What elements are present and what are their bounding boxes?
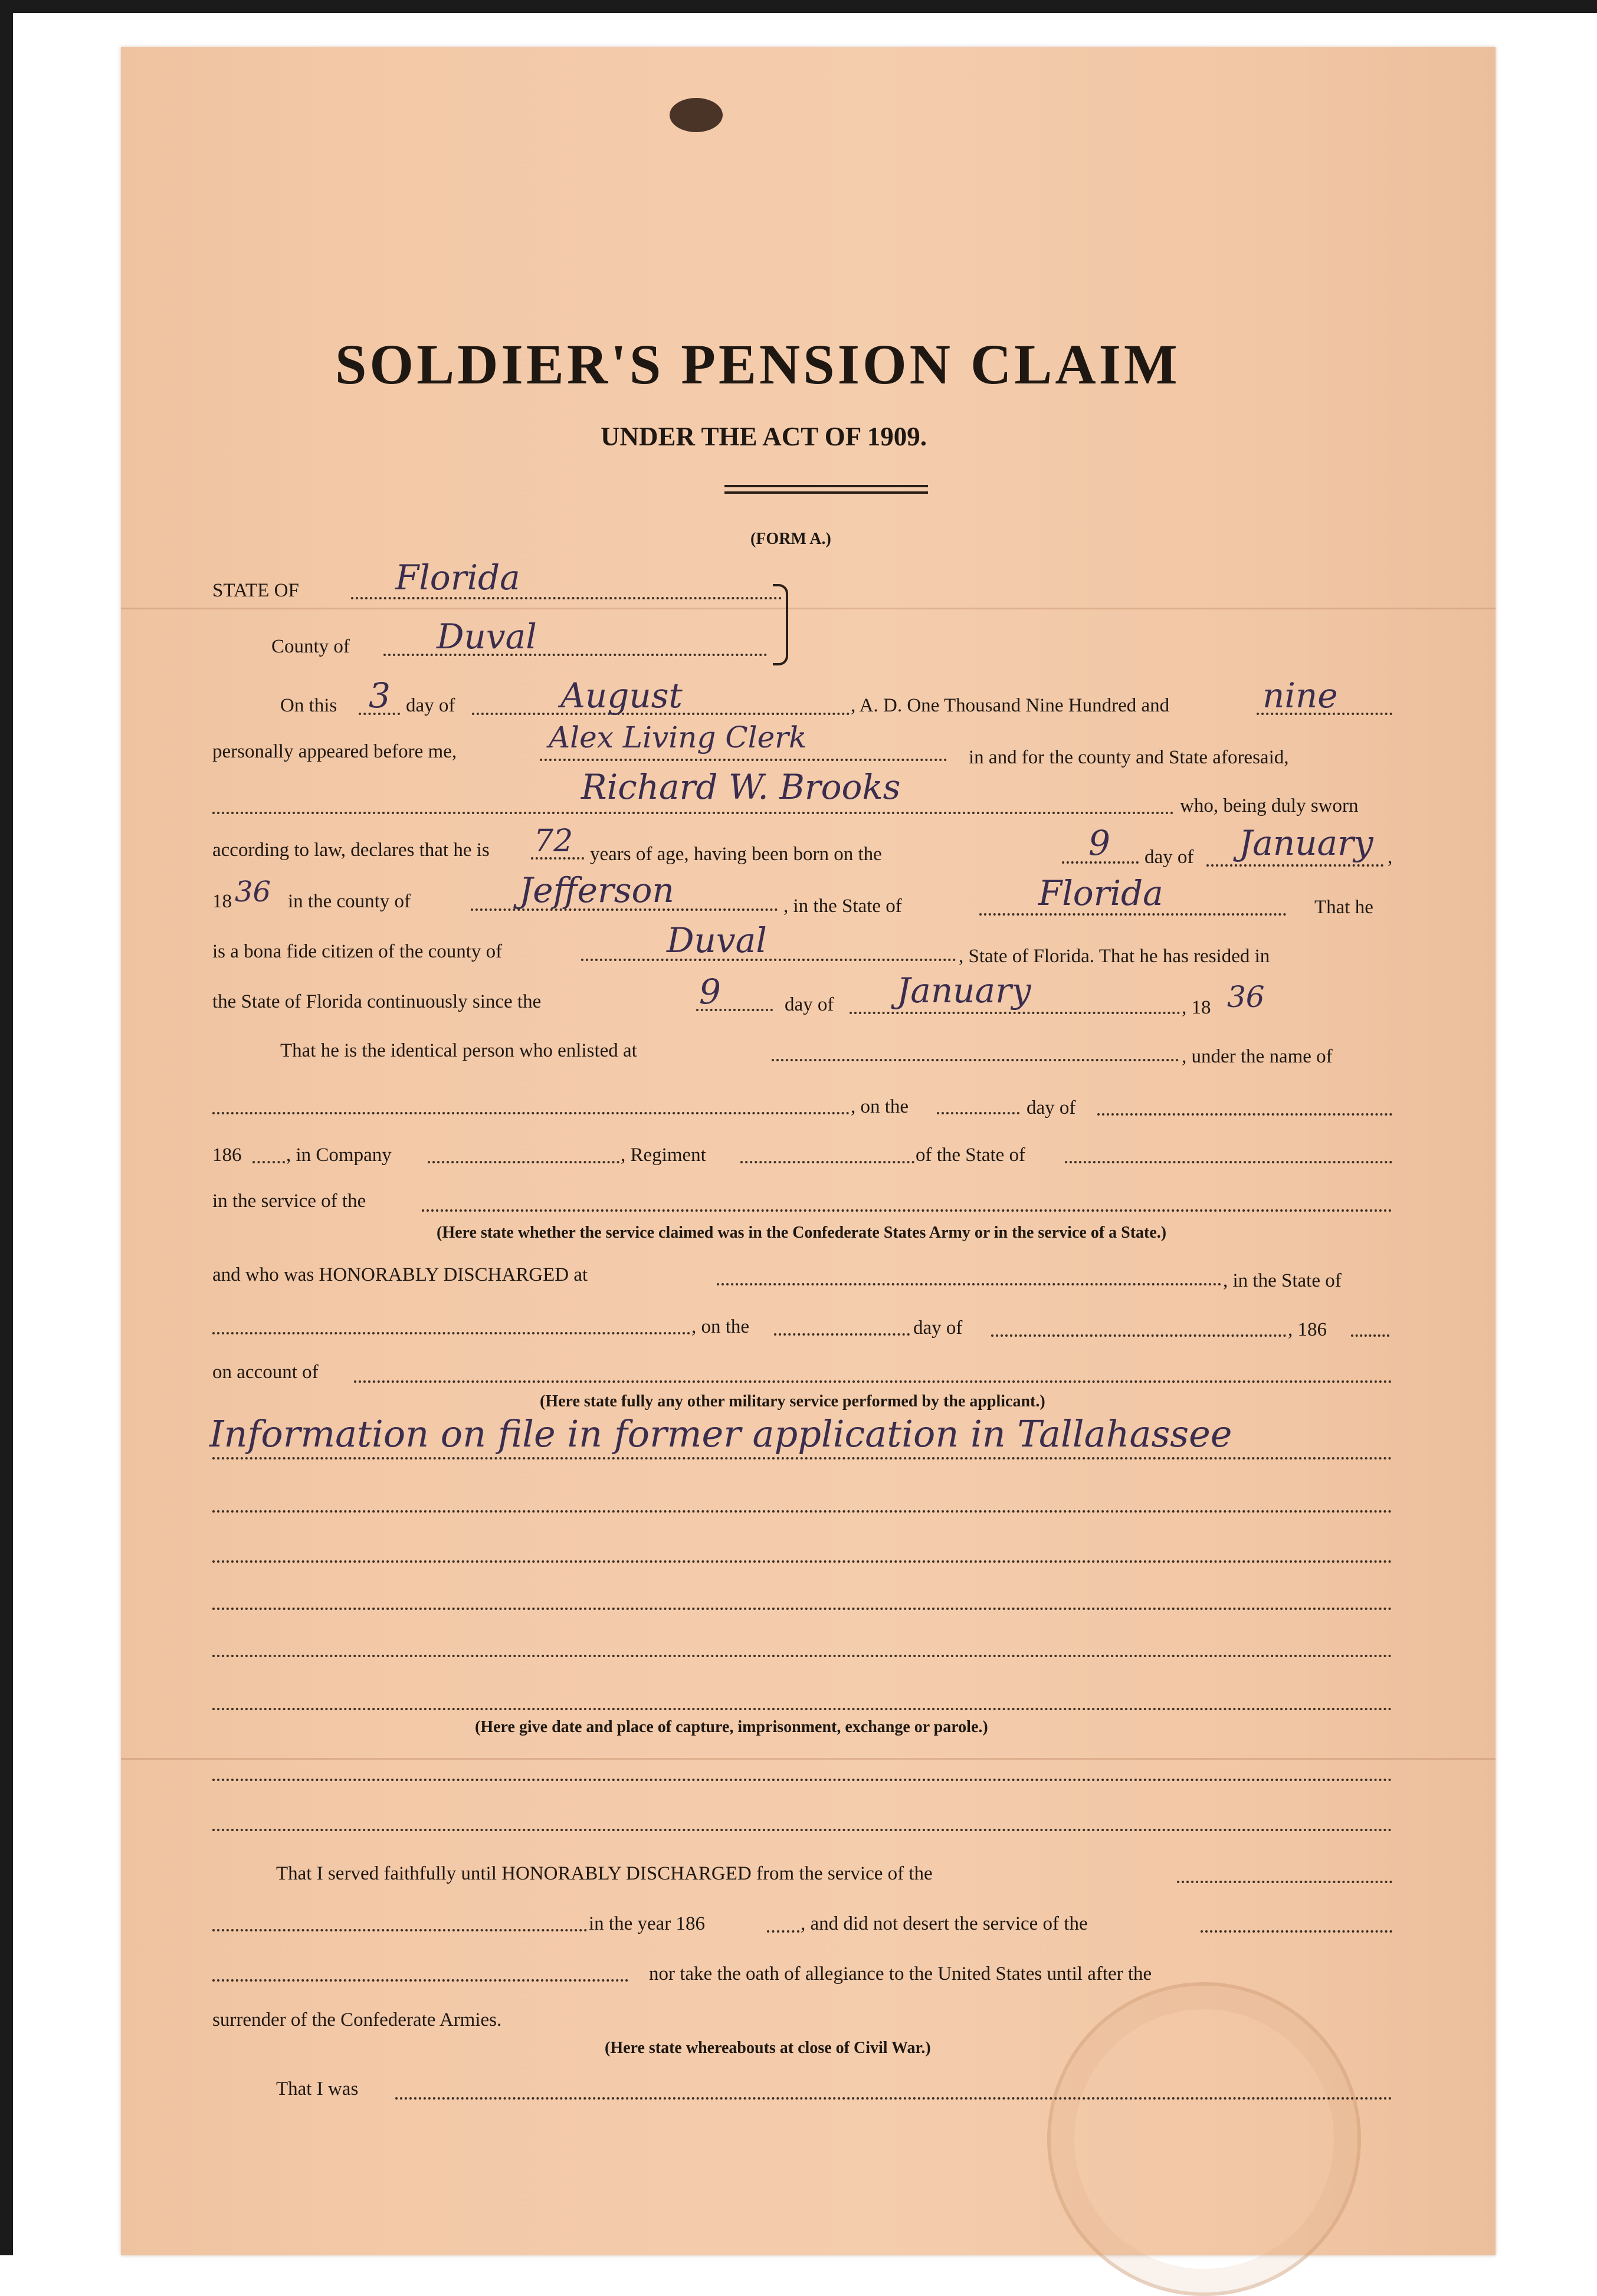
- served-label: That I served faithfully until HONORABLY DISCHARGED from the service of the: [276, 1863, 933, 1884]
- county-value: Duval: [437, 616, 537, 657]
- on-this-label: On this: [280, 695, 337, 716]
- honorably-label: and who was HONORABLY DISCHARGED at: [212, 1264, 588, 1285]
- dotted-line: [740, 1161, 914, 1163]
- comma: ,: [1388, 847, 1393, 868]
- form-title: SOLDIER'S PENSION CLAIM: [335, 333, 1180, 396]
- remarks-value: Information on file in former application in Tallahassee: [209, 1412, 1232, 1455]
- year-prefix: 18: [212, 891, 232, 912]
- birth-year-value: 36: [235, 875, 271, 908]
- year-prefix-2: , 18: [1182, 997, 1211, 1018]
- fold-crease: [121, 608, 1496, 609]
- surrender-label: surrender of the Confederate Armies.: [212, 2009, 502, 2031]
- claimant-name-value: Richard W. Brooks: [581, 767, 901, 807]
- dotted-line: [422, 1209, 1392, 1212]
- dotted-line: [1351, 1334, 1389, 1337]
- continuously-label: the State of Florida continuously since the: [212, 991, 542, 1012]
- note-other: (Here state fully any other military service performed by the applicant.): [540, 1392, 1045, 1411]
- left-border: [0, 0, 13, 2255]
- residence-year-value: 36: [1227, 980, 1265, 1014]
- birth-month-value: January: [1239, 823, 1373, 863]
- top-border: [0, 0, 1597, 13]
- ink-stain: [670, 98, 723, 132]
- dotted-line: [212, 1112, 850, 1114]
- account-label: on account of: [212, 1362, 319, 1383]
- day-of-label-2: day of: [1145, 847, 1194, 868]
- that-he-label: That he: [1314, 897, 1373, 918]
- dotted-line: [212, 1829, 1392, 1831]
- state-label: , in the State of: [783, 896, 902, 917]
- company-label: , in Company: [286, 1144, 392, 1166]
- state-florida-label: , State of Florida. That he has resided in: [959, 946, 1270, 967]
- title-rule: [724, 485, 928, 487]
- dotted-line: [540, 759, 947, 761]
- brace: [773, 584, 788, 665]
- form-label: (FORM A.): [750, 530, 831, 548]
- regiment-label: , Regiment: [621, 1144, 706, 1166]
- identical-label: That he is the identical person who enlisted at: [280, 1040, 637, 1061]
- birth-county-value: Jefferson: [519, 870, 674, 910]
- ad-text: , A. D. One Thousand Nine Hundred and: [851, 695, 1170, 716]
- dotted-line: [937, 1112, 1019, 1114]
- dotted-line: [850, 1012, 1180, 1014]
- age-value: 72: [534, 824, 573, 859]
- month-value: August: [560, 675, 683, 716]
- dotted-line: [212, 1332, 690, 1334]
- dotted-line: [212, 1510, 1392, 1513]
- dotted-line: [212, 1560, 1392, 1563]
- note-whereabouts: (Here state whereabouts at close of Civil War.): [605, 2039, 931, 2057]
- dotted-line: [979, 913, 1286, 916]
- nor-oath-label: nor take the oath of allegiance to the United States until after the: [649, 1963, 1152, 1985]
- dotted-line: [772, 1059, 1179, 1061]
- that-i-was-label: That I was: [276, 2078, 359, 2100]
- in-year-label: in the year 186: [589, 1913, 706, 1934]
- state-of-label: STATE OF: [212, 580, 299, 601]
- not-desert-label: , and did not desert the service of the: [801, 1913, 1088, 1934]
- dotted-line: [1206, 864, 1383, 867]
- dotted-line: [252, 1161, 285, 1163]
- dotted-line: [212, 1779, 1392, 1781]
- day-of-label-5: day of: [913, 1317, 963, 1339]
- day-of-label-4: day of: [1027, 1097, 1076, 1119]
- years-label: years of age, having been born on the: [590, 844, 882, 865]
- dotted-line: [717, 1283, 1221, 1285]
- according-label: according to law, declares that he is: [212, 839, 490, 861]
- state-value: Florida: [395, 557, 520, 598]
- dotted-line: [212, 1708, 1392, 1710]
- day-of-label-3: day of: [785, 994, 834, 1015]
- dotted-line: [212, 1929, 587, 1931]
- dotted-line: [581, 959, 956, 961]
- dotted-line: [428, 1161, 619, 1163]
- birth-day-value: 9: [1088, 823, 1110, 863]
- sworn-label: who, being duly sworn: [1180, 795, 1359, 816]
- dotted-line: [1097, 1113, 1392, 1116]
- bona-fide-label: is a bona fide citizen of the county of: [212, 941, 503, 962]
- county-of-label: County of: [271, 636, 350, 657]
- officer-value: Alex Living Clerk: [549, 720, 807, 755]
- service-label: in the service of the: [212, 1190, 366, 1212]
- on-the-label-2: , on the: [691, 1316, 750, 1337]
- form-subtitle: UNDER THE ACT OF 1909.: [601, 422, 927, 451]
- dotted-line: [767, 1930, 799, 1933]
- dotted-line: [212, 1608, 1392, 1610]
- dotted-line: [212, 1457, 1392, 1459]
- dotted-line: [212, 1979, 628, 1982]
- dotted-line: [354, 1380, 1392, 1383]
- dotted-line: [212, 1655, 1392, 1657]
- year-186: 186: [212, 1144, 242, 1166]
- fold-crease: [121, 1758, 1496, 1760]
- dotted-line: [774, 1333, 910, 1336]
- dotted-line: [1065, 1161, 1392, 1163]
- dotted-line: [212, 812, 1174, 814]
- dotted-line: [395, 2097, 1392, 2100]
- under-name-label: , under the name of: [1182, 1046, 1333, 1067]
- note-capture: (Here give date and place of capture, imprisonment, exchange or parole.): [475, 1718, 988, 1736]
- residence-month-value: January: [897, 970, 1031, 1011]
- on-the-label: , on the: [851, 1096, 909, 1117]
- note-service: (Here state whether the service claimed was in the Confederate States Army or in the service of a State.): [437, 1224, 1167, 1242]
- of-state-label: of the State of: [916, 1144, 1026, 1166]
- dotted-line: [1201, 1930, 1392, 1933]
- county-label: in the county of: [288, 891, 411, 912]
- dotted-line: [1177, 1881, 1392, 1883]
- birth-state-value: Florida: [1038, 873, 1163, 913]
- year-word-value: nine: [1262, 675, 1338, 716]
- appeared-label: personally appeared before me,: [212, 741, 457, 762]
- day-value: 3: [369, 675, 391, 716]
- dotted-line: [991, 1334, 1286, 1337]
- citizen-county-value: Duval: [667, 920, 767, 960]
- title-rule: [724, 491, 928, 494]
- state-of-label-2: , in the State of: [1223, 1270, 1342, 1291]
- in-and-for-label: in and for the county and State aforesaid,: [969, 747, 1289, 768]
- embossed-seal: [1047, 1982, 1361, 2296]
- day-of-label: day of: [406, 695, 455, 716]
- year-186-2: , 186: [1288, 1319, 1327, 1340]
- residence-day-value: 9: [699, 972, 721, 1012]
